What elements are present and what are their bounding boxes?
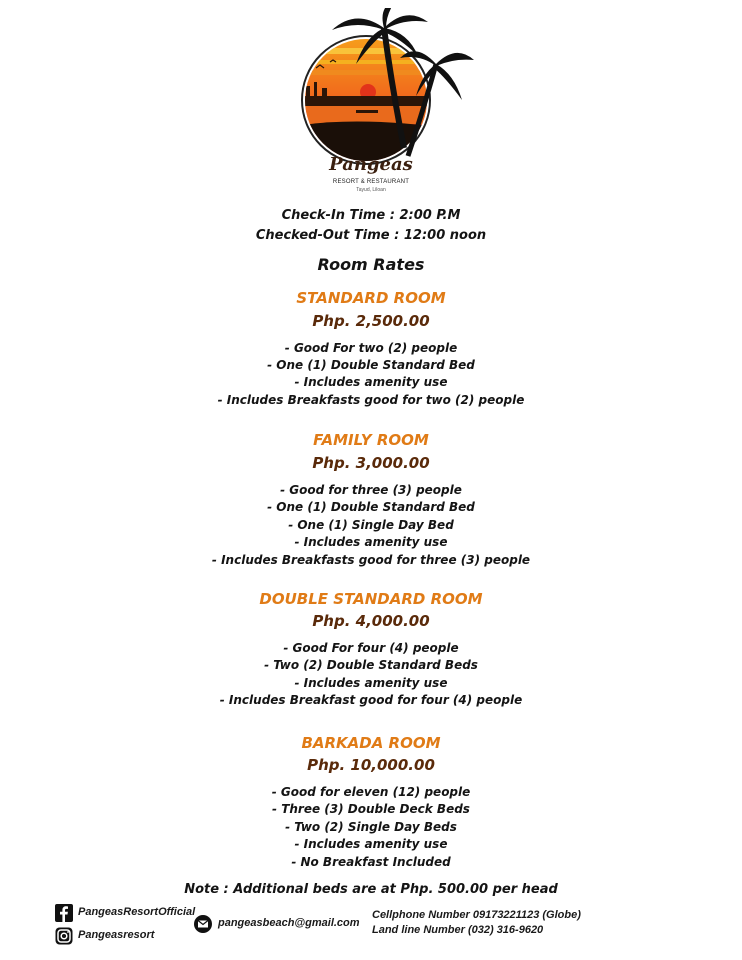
room-name-double-standard: DOUBLE STANDARD ROOM <box>259 590 483 608</box>
room-price-barkada: Php. 10,000.00 <box>307 756 435 774</box>
room-price-family: Php. 3,000.00 <box>312 454 430 472</box>
checkout-time: Checked-Out Time : 12:00 noon <box>255 228 487 243</box>
additional-beds-note: Note : Additional beds are at Php. 500.00 per head <box>184 882 558 897</box>
cellphone-number: Cellphone Number 09173221123 (Globe) <box>372 909 581 921</box>
feature-item: - Includes amenity use <box>294 837 448 851</box>
brand-name: Pangeas <box>329 154 413 175</box>
brand-subtitle: RESORT & RESTAURANT <box>332 179 410 185</box>
feature-item: - Includes amenity use <box>294 535 448 549</box>
email-address[interactable]: pangeasbeach@gmail.com <box>218 917 360 929</box>
feature-item: - Three (3) Double Deck Beds <box>272 802 470 816</box>
room-price-standard: Php. 2,500.00 <box>312 312 430 330</box>
room-name-barkada: BARKADA ROOM <box>301 734 441 752</box>
facebook-handle[interactable]: PangeasResortOfficial <box>78 906 196 918</box>
email-icon[interactable] <box>194 915 212 937</box>
feature-item: - One (1) Double Standard Bed <box>267 500 475 514</box>
feature-item: - One (1) Single Day Bed <box>288 518 454 532</box>
feature-item: - Includes amenity use <box>294 375 448 389</box>
brand-location: Tayud, Liloan <box>356 187 386 193</box>
room-price-double-standard: Php. 4,000.00 <box>312 612 430 630</box>
room-name-family: FAMILY ROOM <box>313 431 429 449</box>
feature-item: - Good For four (4) people <box>283 641 459 655</box>
feature-item: - Includes Breakfasts good for two (2) people <box>217 393 525 407</box>
facebook-icon[interactable] <box>55 904 73 926</box>
feature-item: - One (1) Double Standard Bed <box>267 358 475 372</box>
feature-item: - Two (2) Double Standard Beds <box>264 658 478 672</box>
instagram-icon[interactable] <box>55 927 73 949</box>
feature-item: - Good For two (2) people <box>284 341 458 355</box>
feature-item: - Two (2) Single Day Beds <box>285 820 457 834</box>
feature-item: - Good for eleven (12) people <box>271 785 471 799</box>
checkin-time: Check-In Time : 2:00 P.M <box>281 208 461 223</box>
landline-number: Land line Number (032) 316-9620 <box>372 924 544 936</box>
feature-item: - Includes Breakfast good for four (4) people <box>219 693 523 707</box>
room-rates-title: Room Rates <box>317 255 425 274</box>
room-name-standard: STANDARD ROOM <box>296 289 446 307</box>
feature-item: - No Breakfast Included <box>291 855 451 869</box>
instagram-handle[interactable]: Pangeasresort <box>78 929 155 941</box>
feature-item: - Good for three (3) people <box>280 483 462 497</box>
feature-item: - Includes Breakfasts good for three (3) people <box>211 553 531 567</box>
feature-item: - Includes amenity use <box>294 676 448 690</box>
